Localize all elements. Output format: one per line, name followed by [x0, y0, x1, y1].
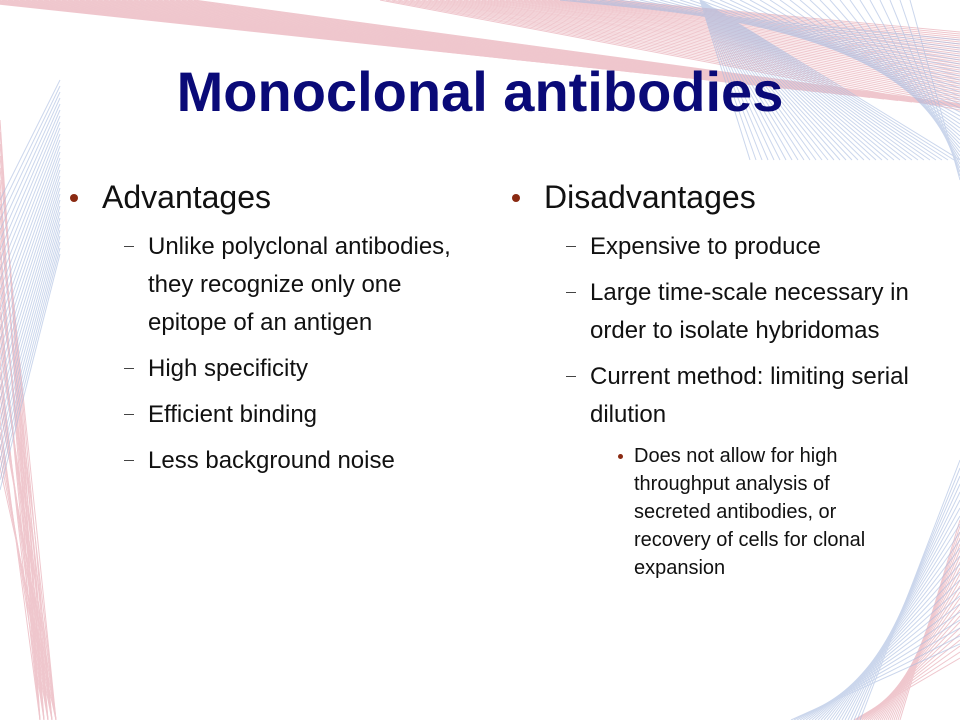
advantages-heading-text: Advantages [102, 179, 272, 215]
list-item [68, 442, 468, 480]
advantages-column [68, 176, 468, 488]
dash-icon [124, 246, 134, 247]
list-item-text: Current method: limiting serial dilution [590, 363, 909, 428]
list-item [510, 358, 910, 434]
list-item-text: Less background noise [148, 447, 395, 474]
dash-icon [566, 376, 576, 377]
dash-icon [124, 460, 134, 461]
list-item [68, 228, 468, 342]
list-item-text: High specificity [148, 355, 309, 382]
slide-title: Monoclonal antibodies [176, 60, 784, 123]
disadvantages-heading-text: Disadvantages [544, 179, 756, 215]
sub-list-item-text: Does not allow for high throughput analysis of secreted antibodies, or recovery of cells for clonal expansion [634, 445, 866, 579]
list-item [510, 228, 910, 266]
list-item-text: Large time-scale necessary in order to isolate hybridomas [590, 279, 909, 344]
list-item [68, 350, 468, 388]
dash-icon [566, 292, 576, 293]
disadvantages-heading [510, 176, 910, 218]
dash-icon [124, 368, 134, 369]
bullet-icon [70, 194, 78, 202]
dash-icon [566, 246, 576, 247]
list-item-text: Unlike polyclonal antibodies, they recognize only one epitope of an antigen [148, 233, 451, 336]
sub-list-item [510, 442, 910, 582]
list-item [68, 396, 468, 434]
list-item [510, 274, 910, 350]
advantages-heading [68, 176, 468, 218]
list-item-text: Efficient binding [148, 401, 318, 428]
dash-icon [124, 414, 134, 415]
disadvantages-column [510, 176, 910, 582]
bullet-icon [618, 454, 623, 459]
bullet-icon [512, 194, 520, 202]
list-item-text: Expensive to produce [590, 233, 821, 260]
